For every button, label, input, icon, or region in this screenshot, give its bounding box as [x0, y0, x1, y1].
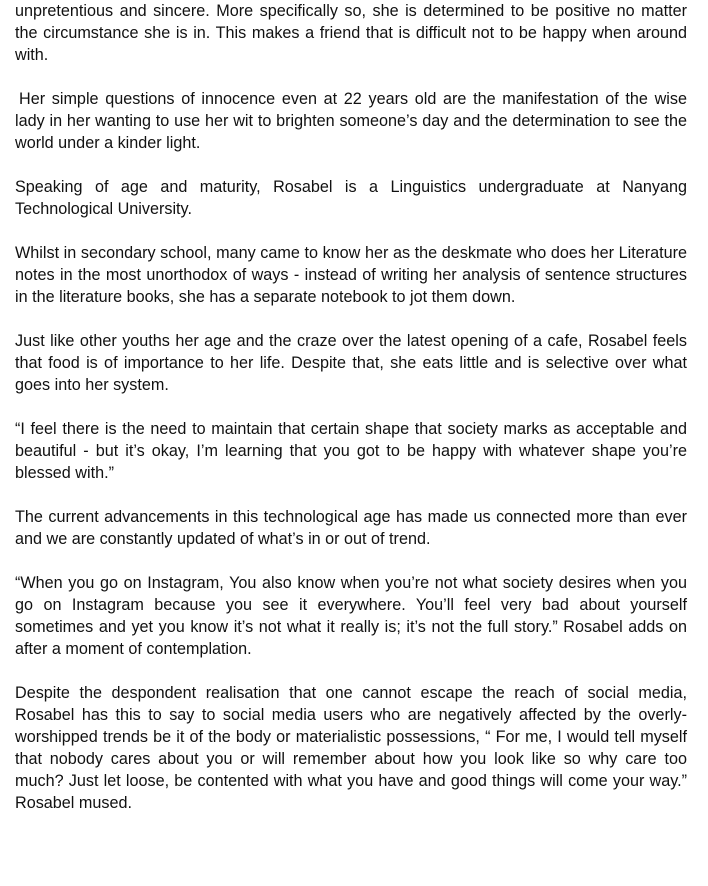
- paragraph-instagram-quote: “When you go on Instagram, You also know when you’re not what society desires when you go on Instagram because you see it everywhere. You’ll feel very bad about yourself sometimes and yet you know it’s not what it really is; it’s not the full story.” Rosabel adds on after a moment of contemplation.: [15, 574, 687, 658]
- paragraph-shape-quote: “I feel there is the need to maintain that certain shape that society marks as acceptable and beautiful - but it’s okay, I’m learning that you got to be happy with whatever shape you’re blessed with.”: [15, 420, 687, 482]
- paragraph-food: Just like other youths her age and the craze over the latest opening of a cafe, Rosabel feels that food is of importance to her life. Despite that, she eats little and is selective over what goes into her system.: [15, 332, 687, 394]
- paragraph-social-media: Despite the despondent realisation that one cannot escape the reach of social media, Rosabel has this to say to social media users who are negatively affected by the overly-worshipped trends be it of the body or materialistic possessions, “ For me, I would tell myself that nobody cares about you or will remember about how you look like so why care too much? Just let loose, be contented with what you have and good things will come your way.” Rosabel mused.: [15, 684, 687, 812]
- paragraph-technological-age: The current advancements in this technological age has made us connected more than ever and we are constantly updated of what’s in or out of trend.: [15, 508, 687, 548]
- paragraph-innocence: Her simple questions of innocence even at 22 years old are the manifestation of the wise lady in her wanting to use her wit to brighten someone’s day and the determination to see the world under a kinder light.: [15, 90, 687, 152]
- paragraph-positive-friend: unpretentious and sincere. More specifically so, she is determined to be positive no matter the circumstance she is in. This makes a friend that is difficult not to be happy when around with.: [15, 2, 687, 64]
- paragraph-age-maturity: Speaking of age and maturity, Rosabel is a Linguistics undergraduate at Nanyang Technological University.: [15, 178, 687, 218]
- paragraph-secondary-school: Whilst in secondary school, many came to know her as the deskmate who does her Literature notes in the most unorthodox of ways - instead of writing her analysis of sentence structures in the literature books, she has a separate notebook to jot them down.: [15, 244, 687, 306]
- document-page: [15, 0, 687, 836]
